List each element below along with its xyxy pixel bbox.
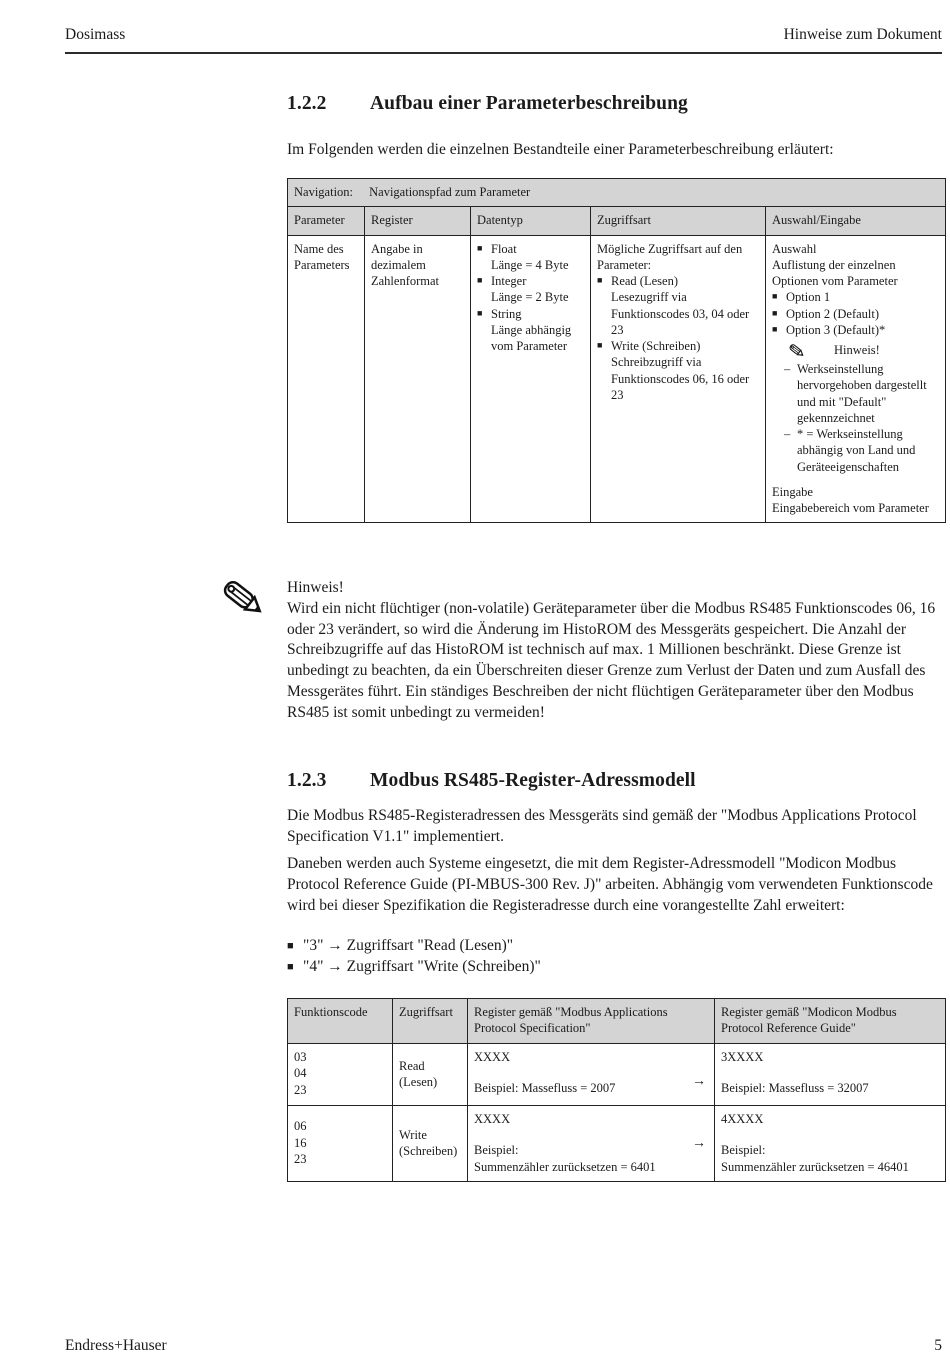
code: 03 — [294, 1049, 307, 1064]
list-item — [477, 241, 584, 274]
access-detail: Schreibzugriff via Funktionscodes 06, 16 oder 23 — [611, 355, 750, 402]
register-pattern: XXXX — [474, 1049, 511, 1064]
pencil-note-icon — [215, 572, 273, 629]
register-address-table — [287, 998, 946, 1182]
dash-marker: – — [784, 427, 791, 441]
cell-zugriffsart — [591, 235, 766, 523]
cell-auswahl-eingabe — [766, 235, 946, 523]
list-item — [597, 273, 759, 338]
register-example: Summenzähler zurücksetzen = 46401 — [721, 1159, 909, 1174]
register-example: Beispiel: Massefluss = 2007 — [474, 1080, 616, 1095]
register-pattern: 3XXXX — [721, 1049, 764, 1064]
section-number: 1.2.3 — [287, 770, 327, 791]
eingabe-title: Eingabe — [772, 484, 813, 499]
column-header-datentyp: Datentyp — [471, 207, 591, 235]
auswahl-title: Auswahl — [772, 241, 817, 256]
square-bullet-icon: ■ — [772, 307, 778, 318]
section-122-intro: Im Folgenden werden die einzelnen Bestandteile einer Parameterbeschreibung erläutert: — [287, 141, 834, 158]
section-number: 1.2.2 — [287, 93, 327, 114]
list-item — [287, 936, 946, 957]
navigation-value: Navigationspfad zum Parameter — [369, 185, 531, 199]
note-item-text: * = Werkseinstellung abhängig von Land und Geräteeigenschaften — [797, 427, 916, 474]
cell-note-label: Hinweis! — [834, 343, 880, 358]
table-row — [288, 235, 946, 523]
header-chapter-name: Hinweise zum Dokument — [783, 26, 942, 43]
bullet-text: "3" → Zugriffsart "Read (Lesen)" — [303, 937, 514, 954]
page-header — [65, 26, 942, 44]
footer-page-number: 5 — [934, 1337, 942, 1354]
code: 16 — [294, 1135, 307, 1150]
option-label: Option 3 (Default)* — [786, 322, 886, 337]
square-bullet-icon: ■ — [597, 340, 603, 350]
table-row — [288, 179, 946, 207]
header-rule — [65, 52, 942, 54]
list-item — [772, 322, 939, 338]
cell-modbus-register — [468, 1106, 715, 1182]
page-footer — [65, 1337, 942, 1355]
note-block — [287, 578, 946, 723]
list-item — [597, 338, 759, 403]
access-name: Read (Lesen) — [611, 274, 678, 288]
header-product-name: Dosimass — [65, 26, 126, 43]
section-123-para1: Die Modbus RS485-Registeradressen des Messgeräts sind gemäß der "Modbus Applications Protocol Specification V1.1" implementiert. — [287, 807, 917, 845]
cell-access-type: Write (Schreiben) — [393, 1106, 468, 1182]
datentyp-name: Float — [491, 241, 517, 256]
eingabe-description: Eingabebereich vom Parameter — [772, 501, 929, 515]
cell-modicon-register — [715, 1043, 946, 1106]
square-bullet-icon: ■ — [772, 323, 778, 334]
square-bullet-icon: ■ — [477, 307, 483, 318]
column-header-auswahl-eingabe: Auswahl/Eingabe — [766, 207, 946, 235]
square-bullet-icon: ■ — [772, 291, 778, 302]
list-item — [477, 306, 584, 355]
code: 06 — [294, 1118, 307, 1133]
parameter-description-table — [287, 178, 946, 523]
list-item — [287, 957, 946, 978]
cell-parameter: Name des Parameters — [288, 235, 365, 523]
table-header-row — [288, 207, 946, 235]
column-header-zugriffsart: Zugriffsart — [393, 999, 468, 1044]
list-item — [772, 306, 939, 322]
cell-note-header — [772, 341, 939, 360]
datentyp-name: Integer — [491, 274, 527, 288]
register-example-label: Beispiel: — [721, 1143, 766, 1158]
cell-register: Angabe in dezimalem Zahlenformat — [365, 235, 471, 523]
code: 23 — [294, 1152, 307, 1167]
column-header-funktionscode: Funktionscode — [288, 999, 393, 1044]
arrow-right-icon: → — [692, 1136, 706, 1152]
note-list-item — [772, 426, 939, 475]
column-header-register: Register — [365, 207, 471, 235]
cell-access-type: Read (Lesen) — [393, 1043, 468, 1106]
list-item — [477, 273, 584, 306]
datentyp-detail: Länge = 4 Byte — [491, 257, 569, 272]
note-list-item — [772, 361, 939, 426]
option-label: Option 1 — [786, 290, 831, 305]
cell-funktionscodes — [288, 1106, 393, 1182]
auswahl-description: Auflistung der einzelnen Optionen vom Parameter — [772, 257, 898, 288]
square-bullet-icon: ■ — [287, 940, 294, 952]
code: 04 — [294, 1066, 307, 1081]
square-bullet-icon: ■ — [287, 960, 294, 973]
cell-funktionscodes — [288, 1043, 393, 1106]
list-item — [772, 289, 939, 305]
datentyp-detail: Länge = 2 Byte — [491, 290, 569, 305]
section-123-bullets — [287, 936, 946, 978]
note-item-text: Werkseinstellung hervorgehoben dargestellt und mit "Default" gekennzeichnet — [797, 362, 927, 425]
section-heading-122 — [287, 93, 946, 115]
square-bullet-icon: ■ — [597, 275, 603, 285]
code: 23 — [294, 1083, 307, 1098]
note-text: Wird ein nicht flüchtiger (non-volatile) Geräteparameter über die Modbus RS485 Funktionscodes 06, 16 oder 23 verändert, so wird die Änderung im HistoROM des Messgeräts gespeichert. Die Anzahl der Schreibzugriffe auf das HistoROM ist technisch auf max. 1 Millionen beschränkt. Diese Grenze ist unbedingt zu beachten, da ein Überschreiten dieser Grenze zum Verlust der Daten und zum Ausfall des Messgerätes führt. Ein ständiges Beschreiben der nicht flüchtigen Geräteparameter über den Modbus RS485 ist somit unbedingt zu vermeiden! — [287, 599, 936, 721]
section-123-para2: Daneben werden auch Systeme eingesetzt, die mit dem Register-Adressmodell "Modicon Modbus Protocol Reference Guide (PI-MBUS-300 Rev. J)" arbeiten. Abhängig vom verwendeten Funktionscode wird bei dieser Spezifikation die Registeradresse durch eine vorangestellte Zahl erweitert: — [287, 855, 933, 914]
arrow-right-icon: → — [692, 1073, 706, 1089]
datentyp-detail: Länge abhängig vom Parameter — [491, 322, 572, 353]
table-row — [288, 1043, 946, 1106]
table-row — [288, 1106, 946, 1182]
column-header-modicon-modbus: Register gemäß "Modicon Modbus Protocol Reference Guide" — [715, 999, 946, 1044]
access-detail: Lesezugriff via Funktionscodes 03, 04 oder 23 — [611, 290, 750, 337]
note-label: Hinweis! — [287, 579, 344, 596]
pencil-note-icon — [786, 341, 808, 360]
zugriffsart-intro: Mögliche Zugriffsart auf den Parameter: — [597, 241, 743, 272]
datentyp-name: String — [491, 306, 522, 321]
access-name: Write (Schreiben) — [611, 339, 701, 353]
footer-company-name: Endress+Hauser — [65, 1337, 167, 1354]
cell-modicon-register — [715, 1106, 946, 1182]
register-example: Beispiel: Massefluss = 32007 — [721, 1080, 869, 1095]
option-label: Option 2 (Default) — [786, 306, 880, 321]
cell-modbus-register — [468, 1043, 715, 1106]
section-heading-123 — [287, 770, 946, 792]
column-header-zugriffsart: Zugriffsart — [591, 207, 766, 235]
square-bullet-icon: ■ — [477, 242, 483, 253]
navigation-label: Navigation: — [294, 185, 354, 199]
section-title: Modbus RS485-Register-Adressmodell — [370, 770, 696, 791]
column-header-parameter: Parameter — [288, 207, 365, 235]
cell-datentyp — [471, 235, 591, 523]
table-header-row — [288, 999, 946, 1044]
section-title: Aufbau einer Parameterbeschreibung — [370, 93, 688, 114]
register-example-label: Beispiel: — [474, 1143, 519, 1158]
register-example: Summenzähler zurücksetzen = 6401 — [474, 1159, 656, 1174]
dash-marker: – — [784, 362, 791, 376]
square-bullet-icon: ■ — [477, 275, 483, 285]
register-pattern: XXXX — [474, 1112, 511, 1127]
column-header-modbus-applications: Register gemäß "Modbus Applications Protocol Specification" — [468, 999, 715, 1044]
register-pattern: 4XXXX — [721, 1112, 764, 1127]
bullet-text: "4" → Zugriffsart "Write (Schreiben)" — [303, 957, 541, 975]
